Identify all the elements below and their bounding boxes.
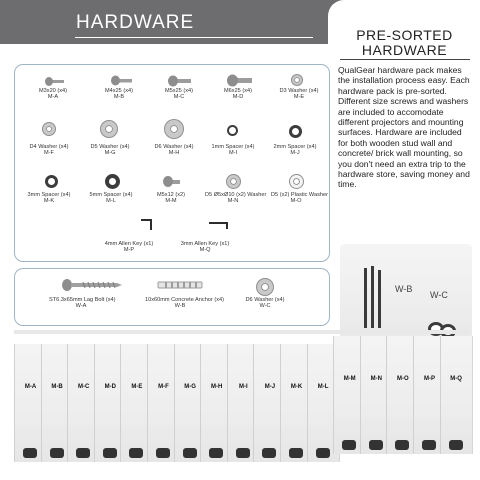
item-name: M5x12 (x2) bbox=[157, 192, 185, 198]
hardware-item bbox=[151, 192, 191, 204]
bag-contents-icon bbox=[395, 440, 409, 450]
hardware-item bbox=[87, 192, 135, 204]
allen-key-icon bbox=[139, 218, 153, 232]
bag-contents-icon bbox=[50, 448, 64, 458]
hardware-item bbox=[271, 192, 328, 205]
item-name: 4mm Allen Key (x1) bbox=[104, 241, 154, 247]
item-name: 10x60mm Concrete Anchor (x4) bbox=[145, 297, 224, 303]
lag-bolts-icon bbox=[360, 264, 390, 334]
bag-label: M-G bbox=[184, 384, 196, 390]
page-title: HARDWARE bbox=[76, 12, 195, 33]
hardware-item bbox=[49, 297, 116, 310]
hardware-item bbox=[271, 144, 319, 156]
item-code: M-G bbox=[104, 150, 116, 157]
item-name: M4x25 (x4) bbox=[105, 88, 133, 94]
washer-icon bbox=[292, 75, 302, 85]
hardware-item bbox=[241, 297, 289, 309]
bag-contents-icon bbox=[262, 448, 276, 458]
item-code: M-L bbox=[106, 198, 116, 205]
item-code: M-Q bbox=[199, 247, 211, 254]
side-description: QualGear hardware pack makes the installation process easy. Each hardware pack is pre-sorted. Different size screws and washers are included to accomodate different projectors and mounting surfaces. Hardware are included for both wooden stud wall and concrete/ brick wall mounting, so you don't need an extra trip to the hardware store, saving money and time. bbox=[338, 65, 470, 190]
washer-icon bbox=[257, 279, 273, 295]
item-code: M-H bbox=[168, 150, 180, 157]
spacer-icon bbox=[45, 175, 58, 188]
item-code: M-J bbox=[290, 150, 300, 157]
hardware-bag bbox=[440, 336, 473, 454]
item-name: 5mm Spacer (x4) bbox=[89, 192, 133, 198]
bag-label: M-P bbox=[424, 376, 435, 382]
item-code: M-E bbox=[293, 94, 305, 101]
item-name: D4 Washer (x4) bbox=[29, 144, 69, 150]
item-name: D5 Ø5xØ10 (x2) Washer bbox=[205, 192, 267, 198]
bag-contents-icon bbox=[129, 448, 143, 458]
hardware-item bbox=[99, 88, 139, 100]
item-name: 1mm Spacer (x4) bbox=[211, 144, 255, 150]
hardware-panel-wall bbox=[14, 268, 330, 326]
bag-contents-icon bbox=[422, 440, 436, 450]
screw-icon bbox=[225, 74, 253, 87]
item-code: W-A bbox=[75, 303, 87, 310]
bag-label: M-C bbox=[78, 384, 90, 390]
hardware-item bbox=[151, 144, 197, 156]
anchor-icon bbox=[157, 279, 205, 291]
screw-icon bbox=[161, 176, 181, 187]
washer-icon bbox=[290, 175, 303, 188]
bag-contents-icon bbox=[23, 448, 37, 458]
item-name: D6 Washer (x4) bbox=[154, 144, 194, 150]
hardware-item bbox=[145, 297, 224, 310]
title-underline bbox=[75, 37, 313, 38]
item-name: D3 Washer (x4) bbox=[279, 88, 319, 94]
bag-contents-icon bbox=[209, 448, 223, 458]
washer-icon bbox=[165, 120, 183, 138]
bag-contents-icon bbox=[236, 448, 250, 458]
spacer-icon bbox=[105, 174, 120, 189]
hardware-item bbox=[159, 88, 199, 100]
hardware-item bbox=[25, 192, 73, 204]
item-code: M-D bbox=[232, 94, 244, 101]
item-code: M-A bbox=[47, 94, 59, 101]
side-title-line1: PRE-SORTED bbox=[356, 27, 453, 43]
allen-key-icon bbox=[207, 221, 229, 231]
bag-contents-icon bbox=[156, 448, 170, 458]
lag-bolt-icon bbox=[61, 278, 123, 292]
screw-icon bbox=[43, 76, 65, 86]
item-name: ST6.3x65mm Lag Bolt (x4) bbox=[49, 297, 116, 303]
hardware-item bbox=[33, 88, 73, 100]
bag-label: M-B bbox=[51, 384, 63, 390]
washer-icon bbox=[101, 121, 117, 137]
bag-contents-icon bbox=[183, 448, 197, 458]
item-name: 3mm Spacer (x4) bbox=[27, 192, 71, 198]
item-name: M5x25 (x4) bbox=[165, 88, 193, 94]
hardware-item bbox=[275, 88, 323, 100]
bag-label-wb: W-B bbox=[395, 284, 413, 294]
item-name: 3mm Allen Key (x1) bbox=[180, 241, 230, 247]
hardware-item bbox=[175, 241, 235, 253]
bag-label: M-O bbox=[397, 376, 409, 382]
bag-label: M-I bbox=[238, 384, 248, 390]
item-code: W-C bbox=[259, 303, 271, 310]
bag-label: M-J bbox=[264, 384, 276, 390]
item-code: M-K bbox=[43, 198, 55, 205]
item-name: M3x20 (x4) bbox=[39, 88, 67, 94]
bag-contents-icon bbox=[342, 440, 356, 450]
screw-icon bbox=[109, 75, 133, 86]
bag-label: M-Q bbox=[450, 376, 462, 382]
wall-hardware-bag-photo bbox=[340, 244, 472, 340]
bag-contents-icon bbox=[289, 448, 303, 458]
bag-label: M-M bbox=[343, 376, 356, 382]
item-name: 2mm Spacer (x4) bbox=[273, 144, 317, 150]
washer-icon bbox=[43, 123, 55, 135]
bag-contents-icon bbox=[369, 440, 383, 450]
hardware-item bbox=[27, 144, 71, 156]
hardware-item bbox=[87, 144, 133, 156]
bag-contents-icon bbox=[316, 448, 330, 458]
bag-contents-icon bbox=[76, 448, 90, 458]
bag-label: M-F bbox=[158, 384, 169, 390]
bag-strip bbox=[14, 330, 470, 334]
item-name: D5 (x2) Plastic Washer bbox=[271, 192, 328, 198]
side-title bbox=[337, 28, 472, 58]
item-code: W-B bbox=[174, 303, 186, 310]
item-code: M-B bbox=[113, 94, 125, 101]
item-name: D6 Washer (x4) bbox=[245, 297, 285, 303]
item-code: M-M bbox=[165, 198, 177, 205]
bag-label: M-K bbox=[290, 384, 303, 390]
bag-label: M-N bbox=[370, 376, 382, 382]
bag-label: M-E bbox=[131, 384, 143, 390]
bag-label: M-D bbox=[104, 384, 116, 390]
item-code: M-I bbox=[228, 150, 238, 157]
bag-contents-icon bbox=[449, 440, 463, 450]
item-code: M-F bbox=[44, 150, 54, 157]
item-name: M6x25 (x4) bbox=[224, 88, 252, 94]
bag-label: M-A bbox=[24, 384, 37, 390]
spacer-icon bbox=[227, 125, 238, 136]
metric-hardware-bags-photo bbox=[14, 330, 470, 470]
hardware-panel-metric bbox=[14, 64, 330, 262]
bag-label: M-H bbox=[211, 384, 223, 390]
item-code: M-C bbox=[173, 94, 185, 101]
hardware-item bbox=[99, 241, 159, 253]
washer-icon bbox=[227, 175, 240, 188]
hardware-item bbox=[205, 192, 267, 205]
spacer-icon bbox=[289, 125, 302, 138]
screw-icon bbox=[166, 75, 192, 87]
bag-contents-icon bbox=[103, 448, 117, 458]
bag-label-wc: W-C bbox=[430, 290, 448, 300]
item-code: M-O bbox=[290, 198, 302, 205]
side-title-underline bbox=[340, 59, 470, 60]
item-name: D5 Washer (x4) bbox=[90, 144, 130, 150]
side-title-line2: HARDWARE bbox=[361, 42, 448, 58]
bag-label: M-L bbox=[317, 384, 329, 390]
hardware-item bbox=[217, 88, 259, 100]
item-code: M-P bbox=[123, 247, 135, 254]
item-code: M-N bbox=[227, 198, 239, 205]
hardware-item bbox=[211, 144, 255, 156]
